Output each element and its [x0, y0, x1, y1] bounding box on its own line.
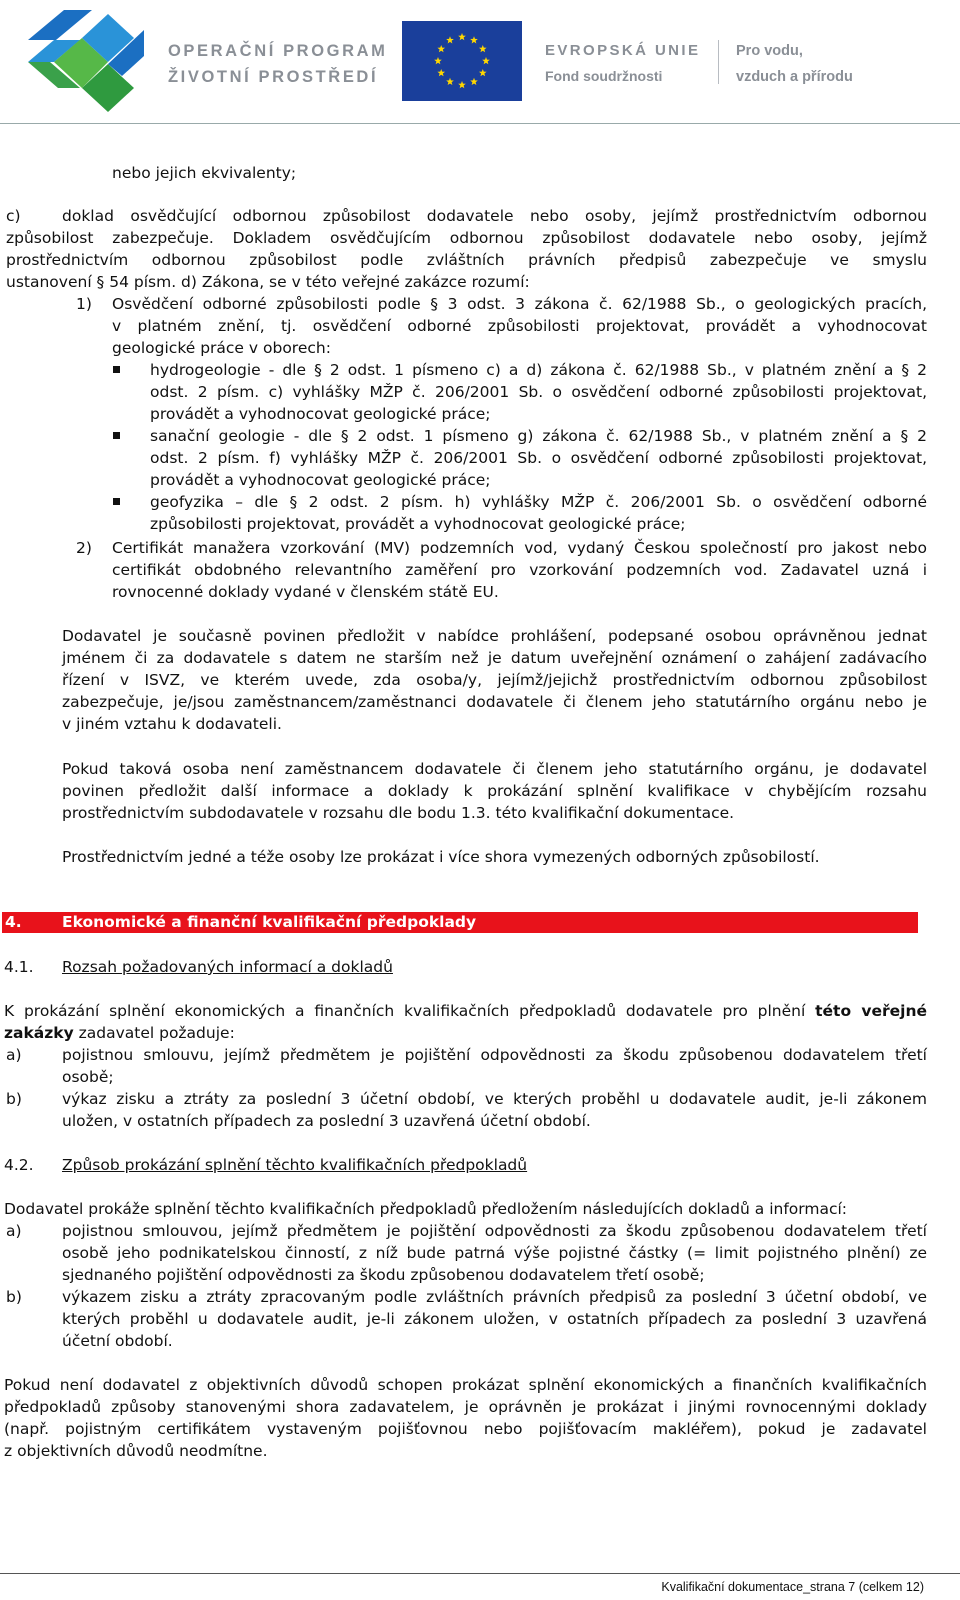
- eu-title: [545, 38, 700, 88]
- opzp-logo-icon: [24, 10, 148, 112]
- item-a-line: osobě;: [62, 1068, 114, 1086]
- item-a-label: a): [6, 1046, 22, 1064]
- opzp-line1: OPERAČNÍ PROGRAM: [168, 42, 388, 60]
- paragraph-line: zabezpečuje, je/jsou zaměstnancem/zaměstnanci dodavatele či členem jeho statutárního orgánu nebo je: [62, 693, 927, 711]
- intro-text: K prokázání splnění ekonomických a finančních kvalifikačních předpokladů dodavatele pro plnění: [4, 1002, 806, 1020]
- eu-line2: Fond soudržnosti: [545, 68, 663, 84]
- item-a-line: osobě jeho podnikatelskou činností, z níž bude patrná výše pojistné částky (= limit pojistného plnění) ze: [62, 1244, 927, 1262]
- slogan: [736, 38, 853, 90]
- item-1-label: 1): [76, 295, 92, 313]
- item-c-line: prostřednictvím odbornou způsobilost podle zvláštních právních předpisů zabezpečuje ve smyslu: [6, 251, 927, 269]
- footer-rule: [0, 1573, 960, 1574]
- header-rule: [0, 123, 960, 124]
- slogan-line1: Pro vodu,: [736, 43, 803, 59]
- eu-flag-icon: [402, 21, 522, 101]
- item-b-label: b): [6, 1090, 22, 1108]
- item-c-label: c): [6, 207, 21, 225]
- item-1-line: Osvědčení odborné způsobilosti podle § 3 odst. 3 zákona č. 62/1988 Sb., o geologických pracích,: [112, 295, 927, 313]
- page-header: [0, 0, 960, 124]
- opzp-line2: ŽIVOTNÍ PROSTŘEDÍ: [168, 68, 379, 86]
- item-1-line: geologické práce v oborech:: [112, 339, 331, 357]
- page-footer: Kvalifikační dokumentace_strana 7 (celkem 12): [661, 1580, 924, 1594]
- continuation-line: nebo jejich ekvivalenty;: [112, 164, 297, 182]
- paragraph-line: z objektivních důvodů neodmítne.: [4, 1442, 268, 1460]
- subsection-number: 4.2.: [4, 1156, 34, 1174]
- item-b-line: výkazem zisku a ztráty zpracovaným podle zvláštních právních předpisů za poslední 3 účetní období, ve: [62, 1288, 927, 1306]
- subsection-number: 4.1.: [4, 958, 34, 976]
- item-c-line: způsobilost zabezpečuje. Dokladem osvědčujícím odbornou způsobilost dodavatele nebo osoby, jejímž: [6, 229, 927, 247]
- bullet-sanacni-geologie-line: sanační geologie - dle § 2 odst. 1 písmeno g) zákona č. 62/1988 Sb., v platném znění a § 2: [150, 427, 927, 445]
- paragraph-line: jménem či za dodavatele s datem ne starším než je datum uveřejnění oznámení o zahájení zadávacího: [62, 649, 927, 667]
- item-2-label: 2): [76, 539, 92, 557]
- paragraph-line: povinen předložit další informace a doklady k prokázání splnění kvalifikace v chybějícím rozsahu: [62, 782, 927, 800]
- intro-line: [4, 1000, 927, 1022]
- eu-line1: EVROPSKÁ UNIE: [545, 42, 701, 59]
- section-title: Ekonomické a finanční kvalifikační předpoklady: [62, 913, 477, 931]
- item-a-line: pojistnou smlouvou, jejímž předmětem je pojištění odpovědnosti za škodu způsobenou dodavatelem třetí: [62, 1222, 927, 1240]
- item-a-label: a): [6, 1222, 22, 1240]
- item-b-line: kterých proběhl u dodavatele audit, je-li zákonem uložen, v ostatních případech za poslední 3 uzavřená: [62, 1310, 927, 1328]
- item-b-line: účetní období.: [62, 1332, 173, 1350]
- paragraph-line: Pokud taková osoba není zaměstnancem dodavatele či členem jeho statutárního orgánu, je dodavatel: [62, 760, 927, 778]
- item-a-line: sjednaného pojištění odpovědnosti za škodu způsobenou dodavatelem třetí osobě;: [62, 1266, 705, 1284]
- bullet-marker: [113, 432, 120, 439]
- item-2-line: Certifikát manažera vzorkování (MV) podzemních vod, vydaný Českou společností pro jakost nebo: [112, 539, 927, 557]
- item-b-line: uložen, v ostatních případech za poslední 3 uzavřená účetní období.: [62, 1112, 591, 1130]
- item-c-line: ustanovení § 54 písm. d) Zákona, se v této veřejné zakázce rozumí:: [6, 273, 530, 291]
- header-divider: [718, 40, 719, 84]
- bullet-sanacni-geologie-line: odst. 2 písm. f) vyhlášky MŽP č. 206/2001 Sb. o osvědčení odborné způsobilosti projektovat,: [150, 449, 927, 467]
- slogan-line2: vzduch a přírodu: [736, 69, 853, 85]
- intro-bold: této veřejné: [815, 1002, 927, 1020]
- paragraph-line: prostřednictvím subdodavatele v rozsahu dle bodu 1.3. této kvalifikační dokumentace.: [62, 804, 735, 822]
- bullet-hydrogeologie-line: odst. 2 písm. c) vyhlášky MŽP č. 206/2001 Sb. o osvědčení odborné způsobilosti projektovat,: [150, 383, 927, 401]
- intro-line: Dodavatel prokáže splnění těchto kvalifikačních předpokladů předložením následujících dokladů a informací:: [4, 1200, 848, 1218]
- bullet-hydrogeologie-line: hydrogeologie - dle § 2 odst. 1 písmeno c) a d) zákona č. 62/1988 Sb., v platném znění a § 2: [150, 361, 927, 379]
- item-2-line: certifikát obdobného relevantního zaměření pro vzorkování podzemních vod. Zadavatel uzná i: [112, 561, 927, 579]
- opzp-title: [168, 38, 387, 90]
- bullet-sanacni-geologie-line: provádět a vyhodnocovat geologické práce;: [150, 471, 491, 489]
- section-number: 4.: [5, 913, 22, 931]
- item-a-line: pojistnou smlouvu, jejímž předmětem je pojištění odpovědnosti za škodu způsobenou dodavatelem třetí: [62, 1046, 927, 1064]
- item-1-line: v platném znění, tj. osvědčení odborné způsobilosti projektovat, provádět a vyhodnocovat: [112, 317, 927, 335]
- intro-text: zadavatel požaduje:: [73, 1024, 235, 1042]
- paragraph-line: (např. pojistným certifikátem vystaveným pojišťovnou nebo pojišťovacím makléřem), pokud je zadavatel: [4, 1420, 927, 1438]
- item-b-line: výkaz zisku a ztráty za poslední 3 účetní období, ve kterých proběhl u dodavatele audit, je-li zákonem: [62, 1090, 927, 1108]
- paragraph-line: v jiném vztahu k dodavateli.: [62, 715, 282, 733]
- item-b-label: b): [6, 1288, 22, 1306]
- bullet-geofyzika-line: geofyzika – dle § 2 odst. 2 písm. h) vyhlášky MŽP č. 206/2001 Sb. o osvědčení odborné: [150, 493, 927, 511]
- bullet-marker: [113, 498, 120, 505]
- paragraph-line: řízení v ISVZ, ve kterém uvede, zda osoba/y, jejímž/jejichž prostřednictvím odbornou způsobilost: [62, 671, 927, 689]
- bullet-geofyzika-line: způsobilosti projektovat, provádět a vyhodnocovat geologické práce;: [150, 515, 686, 533]
- section-heading-bar: [2, 912, 918, 933]
- subsection-title: Rozsah požadovaných informací a dokladů: [62, 958, 393, 976]
- paragraph-line: předpokladů způsoby stanovenými shora zadavatelem, je oprávněn je prokázat i jinými rovnocennými doklady: [4, 1398, 927, 1416]
- paragraph-line: Pokud není dodavatel z objektivních důvodů schopen prokázat splnění ekonomických a finančních kvalifikačních: [4, 1376, 927, 1394]
- item-2-line: rovnocenné doklady vydané v členském státě EU.: [112, 583, 499, 601]
- paragraph-line: Dodavatel je současně povinen předložit v nabídce prohlášení, podepsané osobou oprávněnou jednat: [62, 627, 927, 645]
- intro-bold: zakázky: [4, 1024, 74, 1042]
- item-c-line: doklad osvědčující odbornou způsobilost dodavatele nebo osoby, jejímž prostřednictvím odbornou: [62, 207, 927, 225]
- bullet-hydrogeologie-line: provádět a vyhodnocovat geologické práce;: [150, 405, 491, 423]
- intro-line: [4, 1022, 927, 1044]
- subsection-title: Způsob prokázání splnění těchto kvalifikačních předpokladů: [62, 1156, 528, 1174]
- bullet-marker: [113, 366, 120, 373]
- paragraph-line: Prostřednictvím jedné a téže osoby lze prokázat i více shora vymezených odborných způsobilostí.: [62, 848, 820, 866]
